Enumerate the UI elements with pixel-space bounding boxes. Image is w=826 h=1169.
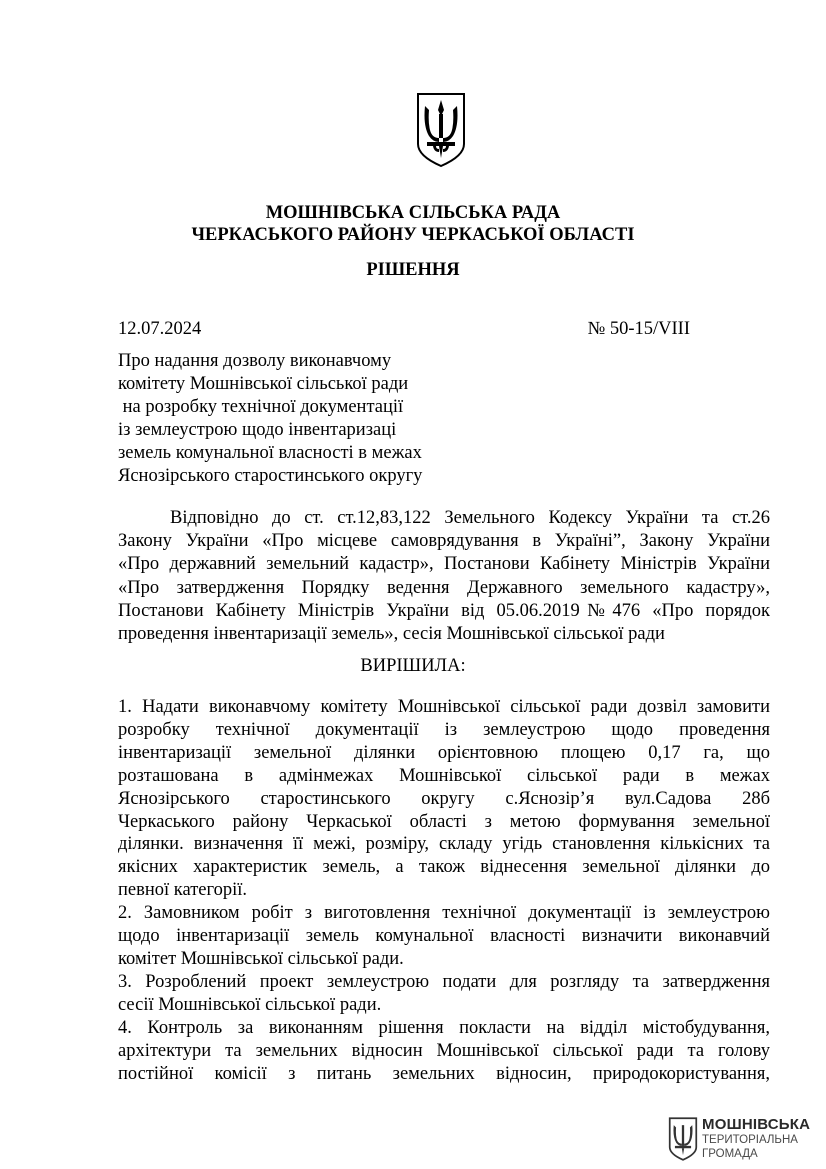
item-line: якісних характеристик земель, а також віднесення земельної ділянки до (118, 857, 770, 878)
item-line: 2. Замовником робіт з виготовлення технічної документації із землеустрою (118, 903, 770, 924)
decision-subject (118, 350, 422, 488)
decision-item-3 (118, 971, 770, 1017)
subject-line: комітету Мошнівської сільської ради (118, 374, 409, 394)
item-line: розташована в адмінмежах Мошнівської сільської ради в межах (118, 765, 770, 786)
subject-line: земель комунальної власності в межах (118, 443, 422, 463)
decision-date: 12.07.2024 (118, 319, 202, 339)
decision-item-1 (118, 696, 770, 902)
preamble-line: проведення інвентаризації земель», сесія Мошнівської сільської ради (118, 624, 665, 645)
logo-subtitle: ТЕРИТОРІАЛЬНА (702, 1134, 798, 1146)
item-line: інвентаризації земельної ділянки орієнтовною площею 0,17 га, що (118, 742, 770, 763)
item-line: Яснозірського старостинського округу с.Яснозір’я вул.Садова 28б (118, 788, 770, 809)
item-line: 1. Надати виконавчому комітету Мошнівської сільської ради дозвіл замовити (118, 697, 770, 717)
resolved-heading: ВИРІШИЛА: (360, 656, 466, 676)
preamble-line: Відповідно до ст. ст.12,83,122 Земельного Кодексу України та ст.26 (170, 508, 770, 528)
council-district: ЧЕРКАСЬКОГО РАЙОНУ ЧЕРКАСЬКОЇ ОБЛАСТІ (191, 225, 635, 245)
preamble-paragraph (118, 507, 770, 646)
document-type-title: РІШЕННЯ (366, 260, 460, 280)
preamble-line: «Про затвердження Порядку ведення Державного земельного кадастру», (118, 577, 770, 598)
trident-coat-of-arms-icon (415, 92, 467, 168)
logo-title: МОШНІВСЬКА (702, 1116, 811, 1133)
preamble-line: «Про державний земельний кадастр», Постанови Кабінету Міністрів України (118, 554, 770, 575)
decision-number: № 50-15/VIII (587, 319, 690, 339)
item-line: щодо інвентаризації земель комунальної власності визначити виконавчий (118, 926, 770, 947)
subject-line: із землеустрою щодо інвентаризаці (118, 420, 397, 440)
item-line: певної категорії. (118, 880, 248, 901)
decision-item-2 (118, 902, 770, 971)
decision-items (118, 696, 770, 1085)
preamble-line: Закону України «Про місцеве самоврядування в Україні”, Закону України (118, 531, 770, 552)
trident-logo-icon (668, 1116, 698, 1162)
subject-line: Яснозірського старостинського округу (118, 466, 423, 486)
preamble-line: Постанови Кабінету Міністрів України від 05.06.2019№476 «Про порядок (118, 600, 770, 621)
item-line: 3. Розроблений проект землеустрою подати для розгляду та затвердження (118, 971, 770, 992)
subject-line: Про надання дозволу виконавчому (118, 351, 392, 371)
subject-line: на розробку технічної документації (118, 397, 404, 417)
item-line: архітектури та земельних відносин Мошнівської сільської ради та голову (118, 1040, 770, 1061)
item-line: ділянки. визначення її межі, розміру, складу угідь становлення кількісних та (118, 834, 770, 855)
council-name: МОШНІВСЬКА СІЛЬСЬКА РАДА (265, 203, 561, 223)
decision-item-4 (118, 1017, 770, 1086)
logo-subtitle: ГРОМАДА (702, 1148, 758, 1160)
item-line: 4. Контроль за виконанням рішення покласти на відділ містобудування, (118, 1017, 770, 1038)
community-logo (664, 1114, 814, 1164)
item-line: Черкаського району Черкаської області з метою формування земельної (118, 811, 770, 832)
item-line: сесії Мошнівської сільської ради. (118, 994, 382, 1015)
item-line: комітет Мошнівської сільської ради. (118, 948, 404, 969)
item-line: постійної комісії з питань земельних відносин, природокористування, (118, 1063, 770, 1084)
item-line: розробку технічної документації із землеустрою щодо проведення (118, 719, 770, 740)
